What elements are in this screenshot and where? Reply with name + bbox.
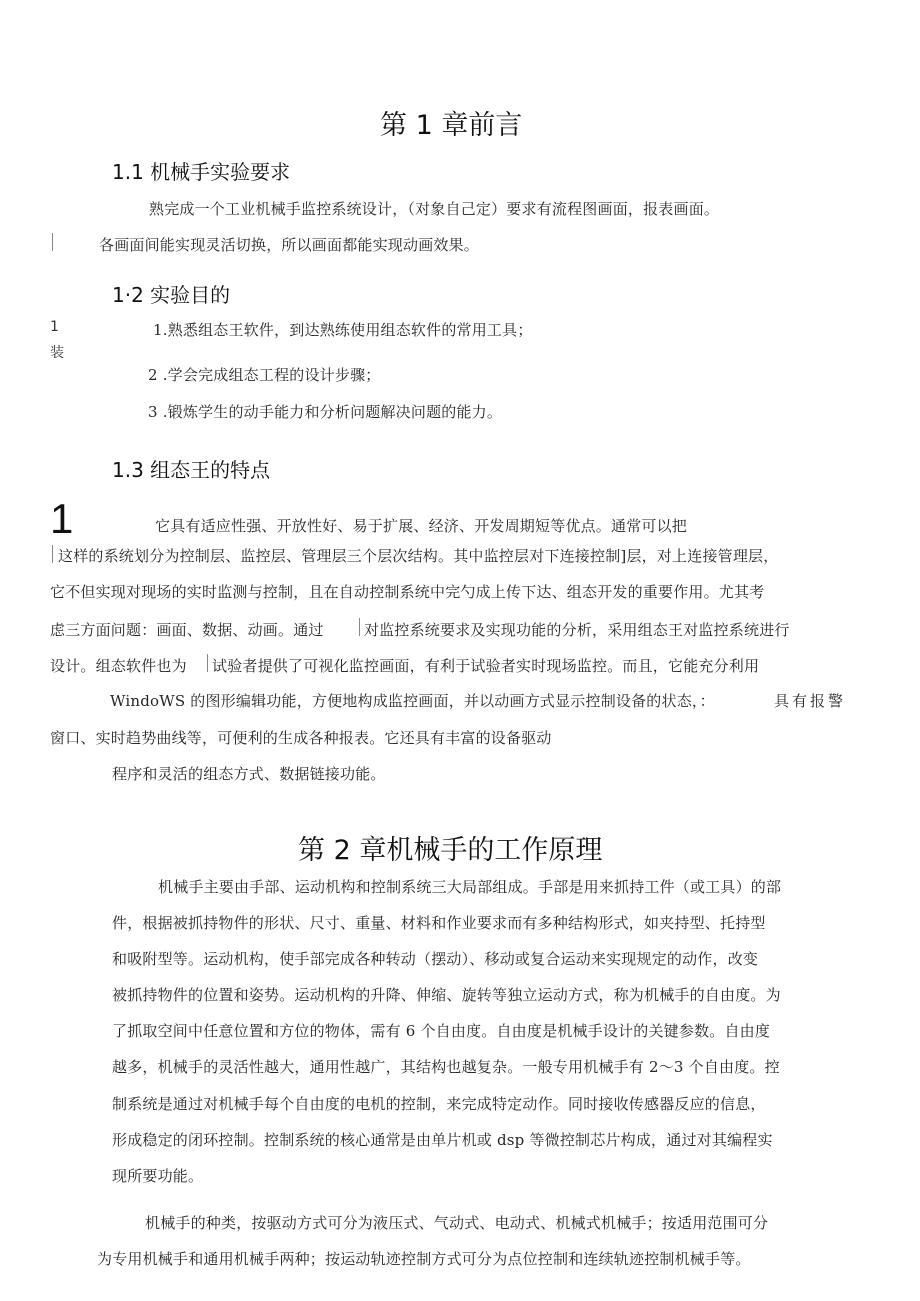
paragraph-line: 各画面间能实现灵活切换，所以画面都能实现动画效果。 — [99, 236, 480, 254]
paragraph-line: 设计。组态软件也为 — [50, 657, 187, 675]
paragraph-line: 这样的系统划分为控制层、监控层、管理层三个层次结构。其中监控层对下连接控制]层，对上连接管理层， — [58, 547, 779, 565]
margin-mark-binding: 装 — [50, 345, 64, 361]
section-1-1-heading: 1.1 机械手实验要求 — [112, 160, 291, 184]
paragraph-line: 形成稳定的闭环控制。控制系统的核心通常是由单片机或 dsp 等微控制芯片构成，通过对其编程实 — [112, 1131, 773, 1149]
list-item: 2 .学会完成组态工程的设计步骤； — [148, 366, 381, 384]
paragraph-line: 机械手的种类，按驱动方式可分为液压式、气动式、电动式、机械式机械手；按适用范围可分 — [145, 1214, 769, 1232]
paragraph-line: 为专用机械手和通用机械手两种；按运动轨迹控制方式可分为点位控制和连续轨迹控制机械手等。 — [97, 1250, 751, 1268]
margin-bar — [207, 654, 208, 672]
section-1-2-heading: 1·2 实验目的 — [112, 283, 231, 307]
margin-bar — [52, 233, 53, 251]
section-1-3-heading: 1.3 组态王的特点 — [112, 458, 271, 482]
paragraph-line: 了抓取空间中任意位置和方位的物体，需有 6 个自由度。自由度是机械手设计的关键参数。自由度 — [112, 1022, 771, 1040]
list-item: 3 .锻炼学生的动手能力和分析问题解决问题的能力。 — [148, 403, 503, 421]
paragraph-line: 制系统是通过对机械手每个自由度的电机的控制，来完成特定动作。同时接收传感器反应的信息， — [112, 1095, 766, 1113]
margin-bar — [359, 618, 360, 636]
paragraph-line: 越多，机械手的灵活性越大，通用性越广，其结构也越复杂。一般专用机械手有 2～3 个自由度。控 — [112, 1058, 780, 1076]
paragraph-line: 程序和灵活的组态方式、数据链接功能。 — [112, 765, 386, 783]
chapter1-title: 第 1 章前言 — [380, 110, 523, 141]
paragraph-line: 现所要功能。 — [112, 1167, 204, 1185]
paragraph-line: 被抓持物件的位置和姿势。运动机构的升降、伸缩、旋转等独立运动方式，称为机械手的自由度。为 — [112, 986, 781, 1004]
paragraph-line: 熟完成一个工业机械手监控系统设计，（对象自己定）要求有流程图画面，报表画面。 — [149, 200, 720, 218]
margin-large-number: 1 — [50, 495, 74, 542]
paragraph-line: WindoWS 的图形编辑功能，方便地构成监控画面，并以动画方式显示控制设备的状态，： — [110, 692, 715, 710]
margin-bar — [52, 545, 53, 563]
paragraph-line: 窗口、实时趋势曲线等，可便利的生成各种报表。它还具有丰富的设备驱动 — [50, 729, 552, 747]
paragraph-line: 机械手主要由手部、运动机构和控制系统三大局部组成。手部是用来抓持工件（或工具）的部 — [158, 878, 782, 896]
paragraph-line: 它具有适应性强、开放性好、易于扩展、经济、开发周期短等优点。通常可以把 — [155, 517, 688, 535]
paragraph-line: 具有报警 — [774, 692, 847, 710]
paragraph-line: 试验者提供了可视化监控画面，有利于试验者实时现场监控。而且，它能充分利用 — [212, 657, 760, 675]
list-item: 1.熟悉组态王软件，到达熟练使用组态软件的常用工具； — [153, 321, 533, 339]
paragraph-line: 和吸附型等。运动机构，使手部完成各种转动（摆动）、移动或复合运动来实现规定的动作，改变 — [112, 950, 759, 968]
paragraph-line: 虑三方面问题：画面、数据、动画。通过 — [50, 621, 324, 639]
margin-mark: 1 — [50, 319, 59, 335]
chapter2-title: 第 2 章机械手的工作原理 — [298, 835, 603, 866]
paragraph-line: 它不但实现对现场的实时监测与控制，且在自动控制系统中完勺成上传下达、组态开发的重要作用。尤其考 — [50, 583, 765, 601]
paragraph-line: 件，根据被抓持物件的形状、尺寸、重量、材料和作业要求而有多种结构形式，如夹持型、托持型 — [112, 914, 766, 932]
paragraph-line: 对监控系统要求及实现功能的分析，采用组态王对监控系统进行 — [364, 621, 790, 639]
